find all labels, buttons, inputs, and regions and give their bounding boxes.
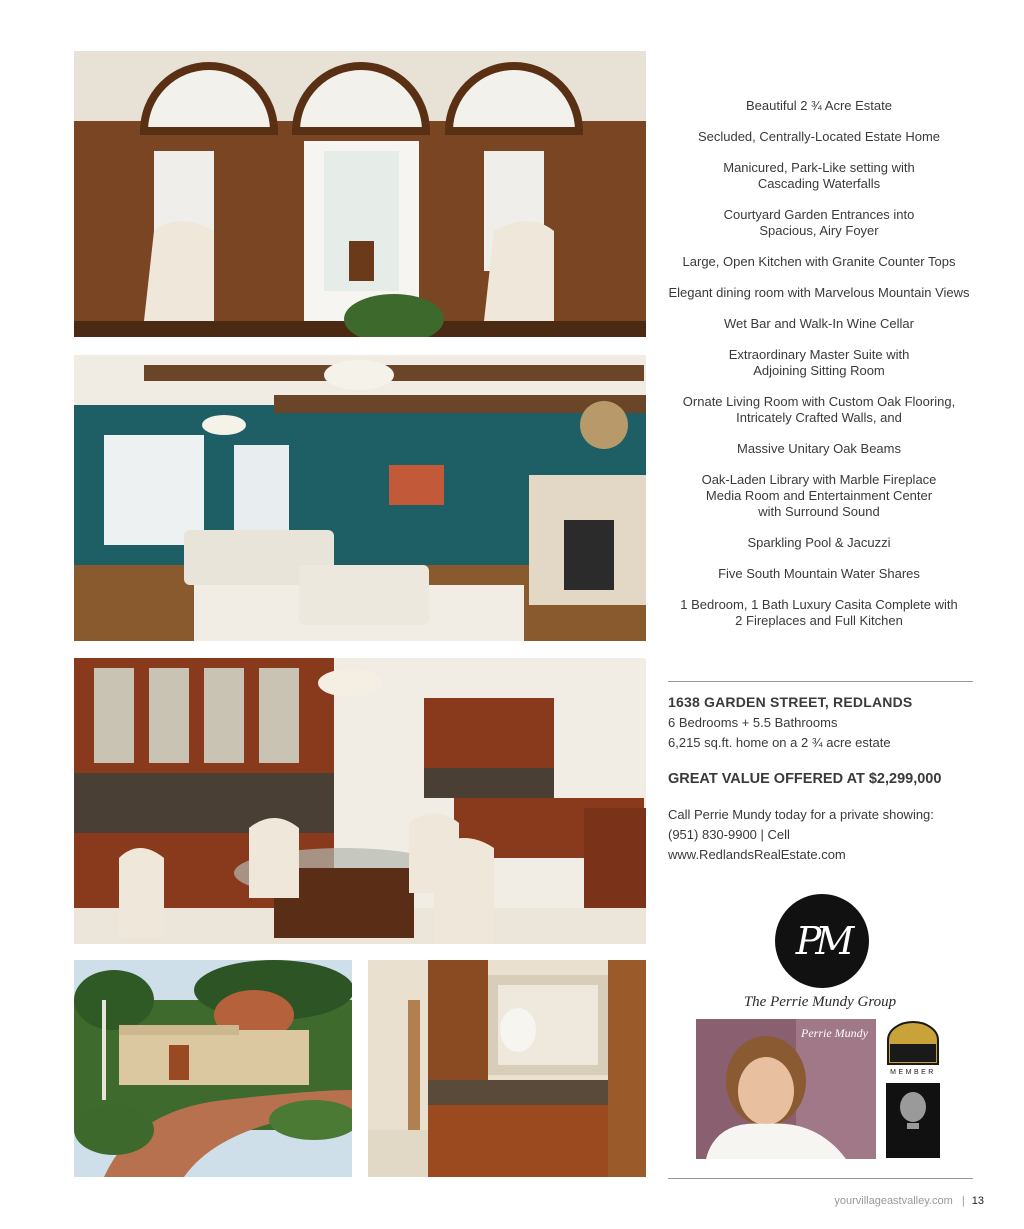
feature-line: Media Room and Entertainment Center [705,488,933,503]
beds-baths: 6 Bedrooms + 5.5 Bathrooms [668,715,838,730]
feature-line: 1 Bedroom, 1 Bath Luxury Casita Complete with [680,597,958,612]
page-number: 13 [971,1195,984,1207]
listing-details [668,694,978,865]
feature-item [660,285,978,301]
feature-line: Courtyard Garden Entrances into [723,207,915,222]
feature-line: Elegant dining room with Marvelous Mountain Views [668,285,970,300]
agent-headshot [696,1019,876,1159]
group-name: The Perrie Mundy Group [743,994,897,1010]
feature-item [660,535,978,551]
feature-line: Sparkling Pool & Jacuzzi [747,535,891,550]
kitchen-photo [74,658,646,944]
phone-number: (951) 830-9900 | Cell [668,827,790,842]
remax-collection-badge [886,1083,940,1158]
feature-line: Ornate Living Room with Custom Oak Flooring, [682,394,956,409]
feature-line: Massive Unitary Oak Beams [737,441,901,456]
feature-item [660,98,978,114]
feature-item [660,347,978,379]
feature-item [660,394,978,426]
feature-list [660,98,978,644]
member-label: MEMBER [890,1069,936,1076]
feature-item [660,160,978,192]
pm-logo [775,894,869,988]
feature-line: Large, Open Kitchen with Granite Counter Tops [682,254,956,269]
living-room-photo [74,355,646,641]
feature-item [660,254,978,270]
feature-item [660,207,978,239]
divider-top [668,681,973,682]
feature-line: Wet Bar and Walk-In Wine Cellar [723,316,914,331]
feature-line: Intricately Crafted Walls, and [736,410,902,425]
feature-item [660,441,978,457]
feature-line: Adjoining Sitting Room [753,363,885,378]
feature-line: Oak-Laden Library with Marble Fireplace [701,472,937,487]
divider-bottom [668,1178,973,1179]
feature-line: with Surround Sound [758,504,880,519]
feature-line: Extraordinary Master Suite with [728,347,910,362]
footer-separator: | [961,1195,965,1207]
feature-line: Spacious, Airy Foyer [759,223,879,238]
feature-item [660,316,978,332]
agent-name: Perrie Mundy [801,1026,868,1040]
bathroom-photo [368,960,646,1177]
logo-monogram: PM [795,919,849,963]
feature-line: Beautiful 2 ¾ Acre Estate [746,98,892,113]
feature-item [660,129,978,145]
feature-line: Five South Mountain Water Shares [718,566,920,581]
price-headline: GREAT VALUE OFFERED AT $2,299,000 [668,771,942,787]
feature-line: 2 Fireplaces and Full Kitchen [735,613,903,628]
page-footer [834,1195,984,1207]
contact-line: Call Perrie Mundy today for a private showing: [668,807,934,822]
property-address: 1638 GARDEN STREET, REDLANDS [668,694,913,710]
feature-line: Secluded, Centrally-Located Estate Home [697,129,941,144]
feature-line: Manicured, Park-Like setting with [723,160,915,175]
website-link[interactable]: www.RedlandsRealEstate.com [668,847,846,862]
feature-line: Cascading Waterfalls [757,176,881,191]
property-size: 6,215 sq.ft. home on a 2 ¾ acre estate [668,735,891,750]
feature-item [660,566,978,582]
foyer-photo [74,51,646,337]
million-dollar-guild-badge [884,1020,942,1066]
feature-item [660,472,978,520]
feature-item [660,597,978,629]
exterior-garden-photo [74,960,352,1177]
footer-site: yourvillageastvalley.com [834,1195,953,1207]
